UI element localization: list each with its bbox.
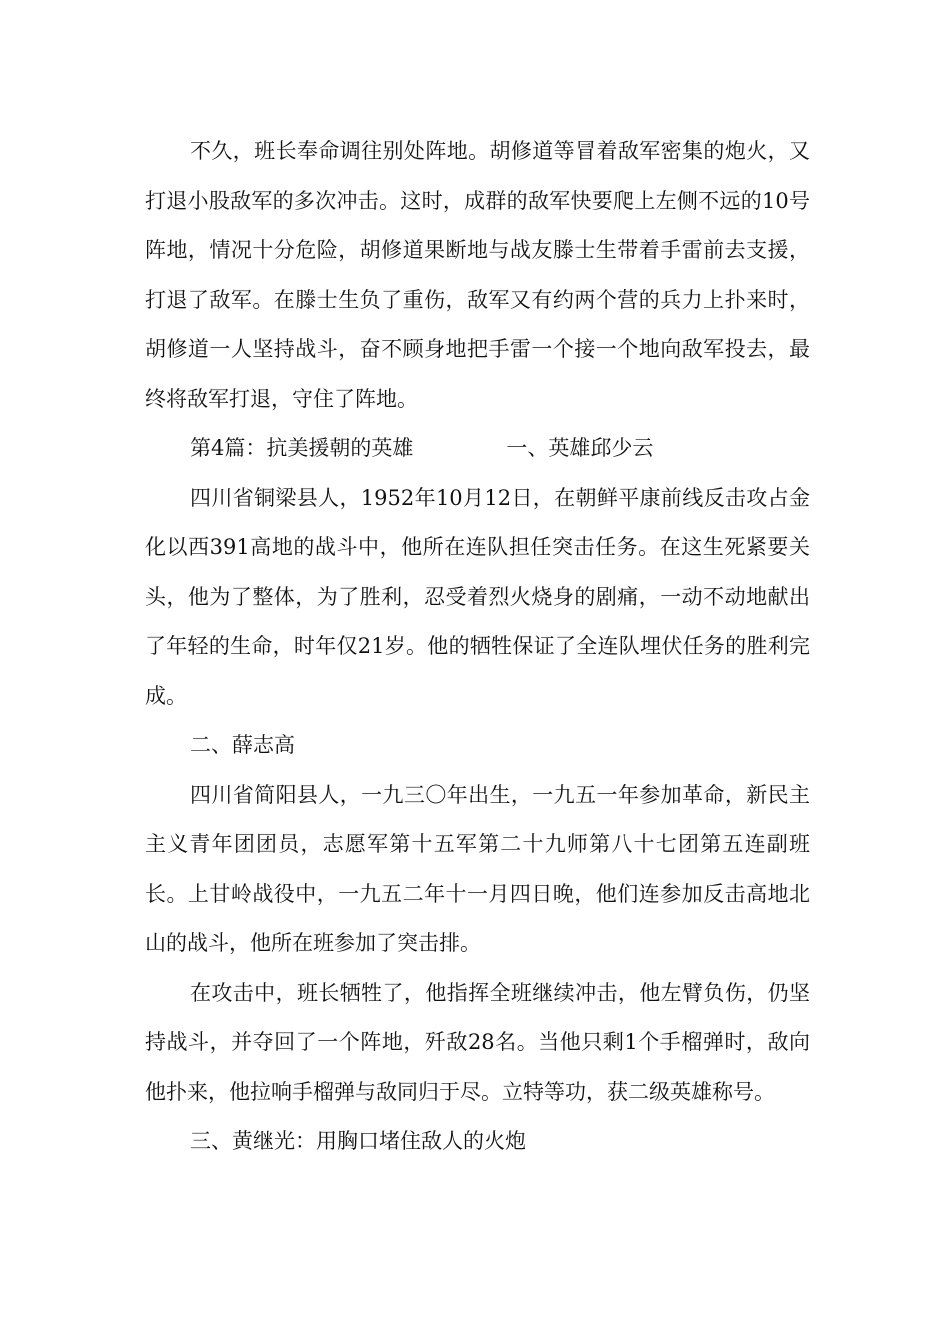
paragraph-xue-zhigao-battle: 在攻击中，班长牺牲了，他指挥全班继续冲击，他左臂负伤，仍坚持战斗，并夺回了一个阵地，歼敌28名。当他只剩1个手榴弹时，敌向他扑来，他拉响手榴弹与敌同归于尽。立特等功，获二级英雄称号。 <box>145 980 810 1104</box>
paragraph-hu-xiudao: 不久，班长奉命调往别处阵地。胡修道等冒着敌军密集的炮火，又打退小股敌军的多次冲击。这时，成群的敌军快要爬上左侧不远的10号阵地，情况十分危险，胡修道果断地与战友滕士生带着手雷前去支援，打退了敌军。在滕士生负了重伤，敌军又有约两个营的兵力上扑来时，胡修道一人坚持战斗，奋不顾身地把手雷一个接一个地向敌军投去，最终将敌军打退，守住了阵地。 <box>145 139 810 411</box>
paragraph-qiu-shaoyun: 四川省铜梁县人，1952年10月12日，在朝鲜平康前线反击攻占金化以西391高地的战斗中，他所在连队担任突击任务。在这生死紧要关头，他为了整体，为了胜利，忍受着烈火烧身的剧痛，一动不动地献出了年轻的生命，时年仅21岁。他的牺牲保证了全连队埋伏任务的胜利完成。 <box>145 485 810 708</box>
document-body <box>145 127 810 1167</box>
section-title: 第4篇：抗美援朝的英雄 <box>190 436 414 460</box>
subheading-xue-zhigao: 二、薛志高 <box>190 733 295 757</box>
subheading-huang-jiguang: 三、黄继光：用胸口堵住敌人的火炮 <box>190 1129 526 1153</box>
section-subtitle: 一、英雄邱少云 <box>506 436 654 460</box>
section-heading <box>145 424 810 474</box>
paragraph-xue-zhigao-bio: 四川省简阳县人，一九三〇年出生，一九五一年参加革命，新民主主义青年团团员，志愿军第十五军第二十九师第八十七团第五连副班长。上甘岭战役中，一九五二年十一月四日晚，他们连参加反击高地北山的战斗，他所在班参加了突击排。 <box>145 782 810 955</box>
